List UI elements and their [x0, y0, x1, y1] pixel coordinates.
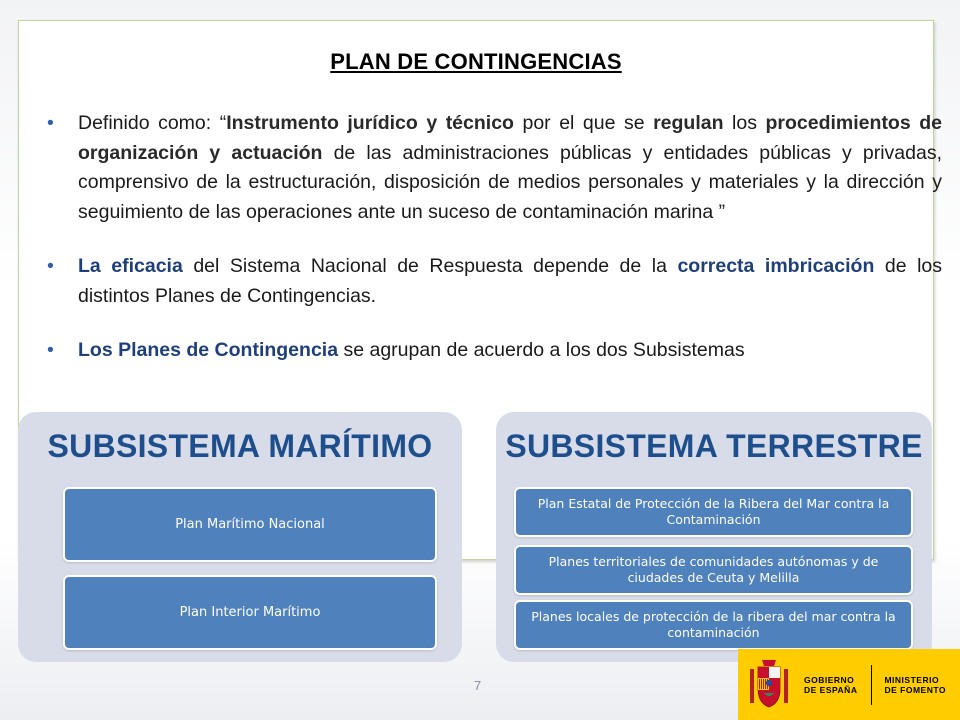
- text-run: de los distintos Planes de Contingencias.: [78, 255, 942, 307]
- text-run: del Sistema Nacional de Respuesta depende de la: [182, 255, 678, 277]
- bullet-item-definition: [47, 109, 942, 227]
- subsistema-maritimo-title: SUBSISTEMA MARÍTIMO: [47, 428, 433, 464]
- logo-line: GOBIERNO: [804, 674, 855, 685]
- text-run-bold: regulan: [653, 112, 724, 134]
- logo-divider: [871, 665, 872, 705]
- text-run-bold: procedimientos de organización y actuación: [78, 112, 942, 164]
- text-run: por el que se: [513, 112, 654, 134]
- plan-maritimo-nacional-box: Plan Marítimo Nacional: [63, 487, 437, 562]
- text-run: los: [723, 112, 766, 134]
- gobierno-ministerio-logo: [738, 649, 960, 720]
- logo-line: MINISTERIO: [884, 674, 940, 685]
- gobierno-text: [804, 675, 857, 695]
- slide-title: PLAN DE CONTINGENCIAS: [330, 49, 622, 74]
- bullet-dot-icon: •: [47, 339, 54, 361]
- bullet-list: [47, 109, 942, 391]
- text-run: Definido como: “: [78, 112, 227, 134]
- text-run-highlight: Los Planes de Contingencia: [78, 339, 339, 361]
- text-run-highlight: La eficacia: [78, 255, 183, 277]
- subsistema-maritimo-panel: [18, 412, 462, 662]
- text-run-highlight: correcta imbricación: [677, 255, 875, 277]
- text-run: se agrupan de acuerdo a los dos Subsistemas: [338, 339, 745, 361]
- plan-estatal-box: Plan Estatal de Protección de la Ribera del Mar contra la Contaminación: [514, 487, 913, 537]
- subsistema-terrestre-panel: [496, 412, 932, 662]
- bullet-dot-icon: •: [47, 112, 54, 134]
- text-run-bold: Instrumento jurídico y técnico: [226, 112, 514, 134]
- subsistema-terrestre-title: SUBSISTEMA TERRESTRE: [505, 428, 923, 464]
- planes-territoriales-box: Planes territoriales de comunidades autónomas y de ciudades de Ceuta y Melilla: [514, 545, 913, 595]
- planes-locales-box: Planes locales de protección de la ribera del mar contra la contaminación: [514, 600, 913, 650]
- plan-interior-maritimo-box: Plan Interior Marítimo: [63, 575, 437, 650]
- bullet-item-grouping: [47, 336, 942, 366]
- bullet-dot-icon: •: [47, 255, 54, 277]
- text-run: de las administraciones públicas y entidades públicas y privadas, comprensivo de la estructuración, disposición de medios personales y materiales y la dirección y seguimiento de las operaciones ante un suceso de contaminación marina ”: [78, 141, 942, 223]
- page-number: 7: [474, 678, 482, 693]
- bullet-item-efficacy: [47, 252, 942, 311]
- logo-line: DE ESPAÑA: [804, 684, 858, 695]
- ministerio-text: [884, 675, 946, 695]
- spain-coat-of-arms-icon: [748, 657, 790, 713]
- logo-line: DE FOMENTO: [884, 684, 946, 695]
